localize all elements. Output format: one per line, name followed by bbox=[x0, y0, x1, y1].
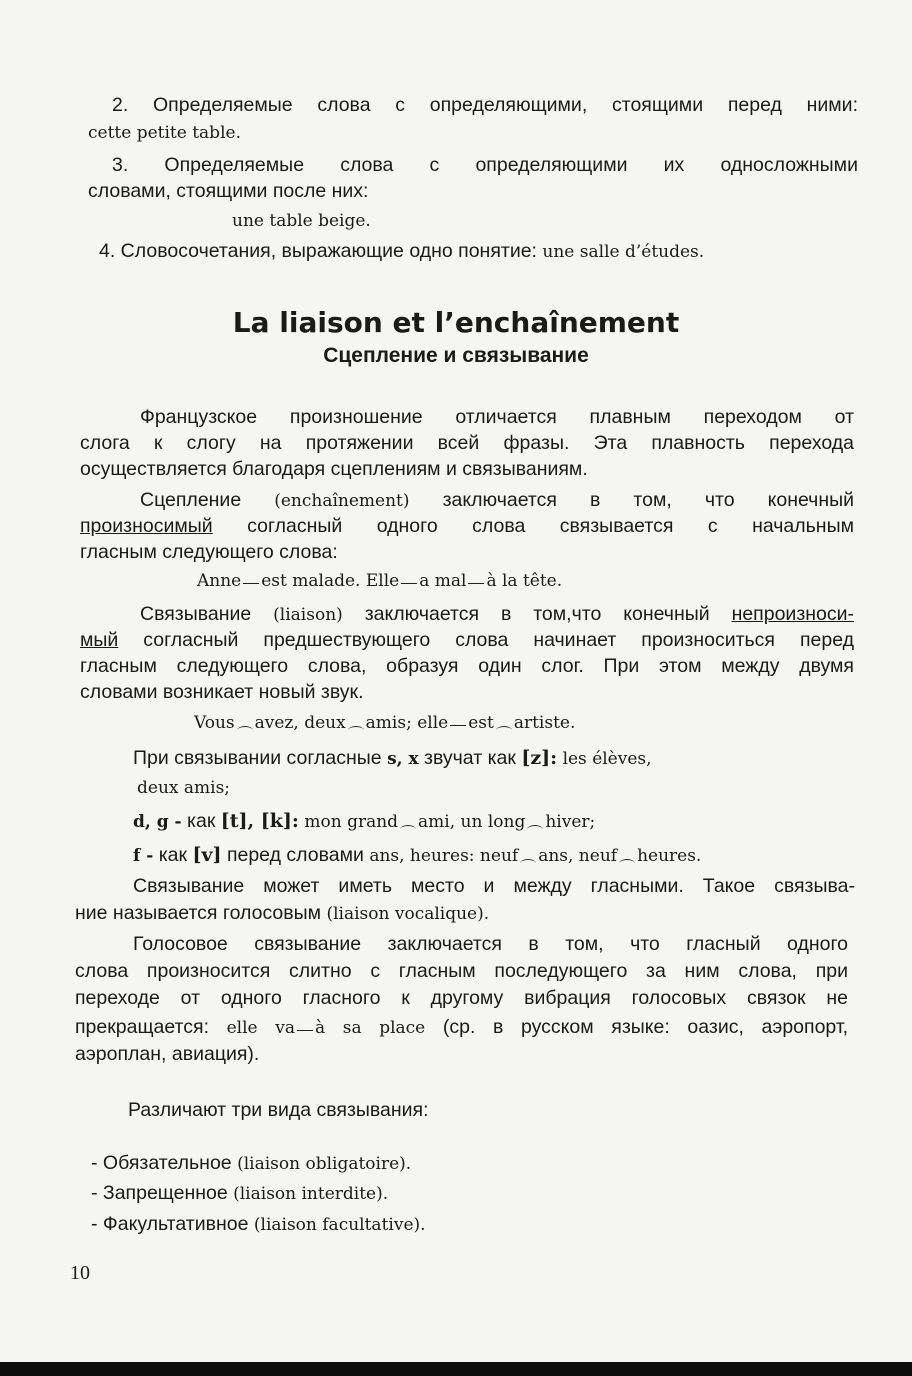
p1-line3: осуществляется благодаря сцеплениям и связываниям. bbox=[80, 458, 588, 480]
p3-line4: словами возникает новый звук. bbox=[80, 681, 364, 703]
item-4: 4. Словосочетания, выражающие одно понятие: une salle d’études. bbox=[99, 240, 705, 262]
section-title: La liaison et l’enchaînement bbox=[232, 306, 680, 339]
p2-line3: гласным следующего слова: bbox=[80, 541, 338, 563]
underlined-word: произносимый bbox=[80, 515, 213, 537]
rule-d-g: d, g - как [t], [k]: mon grand ami, un long hiver; bbox=[133, 810, 596, 832]
p3-line3: гласным следующего слова, образуя один слог. При этом между двумя bbox=[80, 655, 854, 677]
item-3-example: une table beige. bbox=[232, 211, 371, 231]
underlined-word: непроизноси- bbox=[731, 603, 855, 625]
type-optional: - Факультативное (liaison facultative). bbox=[91, 1213, 426, 1235]
p2-line2: произносимый согласный одного слова связывается с начальным bbox=[80, 515, 854, 537]
type-obligatory: - Обязательное (liaison obligatoire). bbox=[91, 1152, 412, 1174]
p4-line1: Связывание может иметь место и между гласными. Такое связыва- bbox=[133, 875, 855, 897]
page-number: 10 bbox=[70, 1262, 90, 1284]
p5-line2: слова произносится слитно с гласным последующего за ним слова, при bbox=[75, 960, 848, 982]
p5-line1: Голосовое связывание заключается в том, что гласный одного bbox=[133, 933, 848, 955]
p3-example: Vous avez, deux amis; elle est artiste. bbox=[194, 713, 576, 733]
p1-line2: слога к слогу на протяжении всей фразы. Эта плавность перехода bbox=[80, 432, 854, 454]
rule-s-x: При связывании согласные s, x звучат как [z]: les élèves, bbox=[133, 747, 652, 769]
p4-line2: ние называется голосовым (liaison vocalique). bbox=[75, 902, 490, 924]
p2-example: Anne est malade. Elle a mal à la tête. bbox=[197, 571, 563, 591]
item-3-line2: словами, стоящими после них: bbox=[88, 180, 369, 202]
p3-line1: Связывание (liaison) заключается в том,что конечный непроизноси- bbox=[140, 603, 855, 625]
types-intro: Различают три вида связывания: bbox=[128, 1099, 429, 1121]
p5-line5: аэроплан, авиация). bbox=[75, 1043, 260, 1065]
p2-line1: Сцепление (enchaînement) заключается в том, что конечный bbox=[140, 489, 854, 511]
scan-border bbox=[0, 1362, 912, 1376]
item-2-example: cette petite table. bbox=[88, 123, 241, 143]
item-3-line1: 3. Определяемые слова с определяющими их односложными bbox=[112, 154, 858, 176]
p1-line1: Французское произношение отличается плавным переходом от bbox=[140, 406, 854, 428]
p5-line4: прекращается: elle va à sa place (ср. в русском языке: оазис, аэропорт, bbox=[75, 1016, 849, 1038]
section-subtitle: Сцепление и связывание bbox=[323, 344, 589, 367]
rule-f: f - как [v] перед словами ans, heures: neuf ans, neuf heures. bbox=[133, 844, 702, 866]
rule-s-x-example: deux amis; bbox=[137, 778, 231, 798]
type-forbidden: - Запрещенное (liaison interdite). bbox=[91, 1182, 389, 1204]
underlined-word: мый bbox=[80, 629, 119, 651]
p3-line2: мый согласный предшествующего слова начинает произноситься перед bbox=[80, 629, 854, 651]
p5-line3: переходе от одного гласного к другому вибрация голосовых связок не bbox=[75, 987, 848, 1009]
item-2: 2. Определяемые слова с определяющими, стоящими перед ними: bbox=[112, 94, 858, 116]
